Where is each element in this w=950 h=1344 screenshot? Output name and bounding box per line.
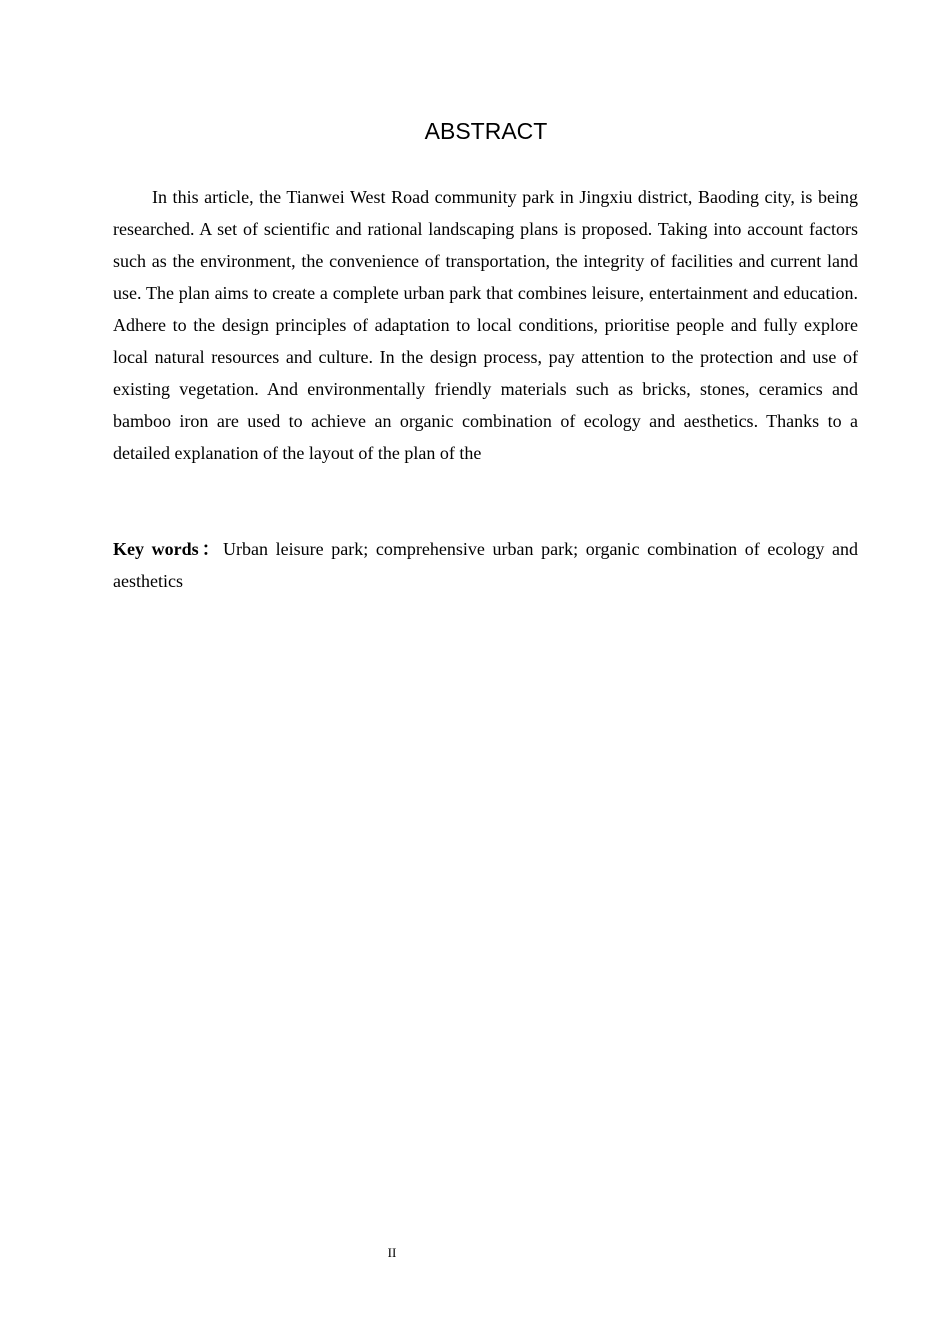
page-number: II xyxy=(387,1245,397,1260)
keywords-label: Key words： xyxy=(113,539,223,559)
keywords-text: Urban leisure park; comprehensive urban park; organic combination of ecology and aesthetics xyxy=(113,539,858,591)
abstract-paragraph: In this article, the Tianwei West Road community park in Jingxiu district, Baoding city, is being researched. A set of scientific and rational landscaping plans is proposed. Taking into account factors such as the environment, the convenience of transportation, the integrity of facilities and current land use. The plan aims to create a complete urban park that combines leisure, entertainment and education. Adhere to the design principles of adaptation to local conditions, prioritise people and fully explore local natural resources and culture. In the design process, pay attention to the protection and use of existing vegetation. And environmentally friendly materials such as bricks, stones, ceramics and bamboo iron are used to achieve an organic combination of ecology and aesthetics. Thanks to a detailed explanation of the layout of the plan of the xyxy=(113,187,858,463)
page-title: ABSTRACT xyxy=(424,118,548,144)
keywords-paragraph xyxy=(113,533,858,597)
